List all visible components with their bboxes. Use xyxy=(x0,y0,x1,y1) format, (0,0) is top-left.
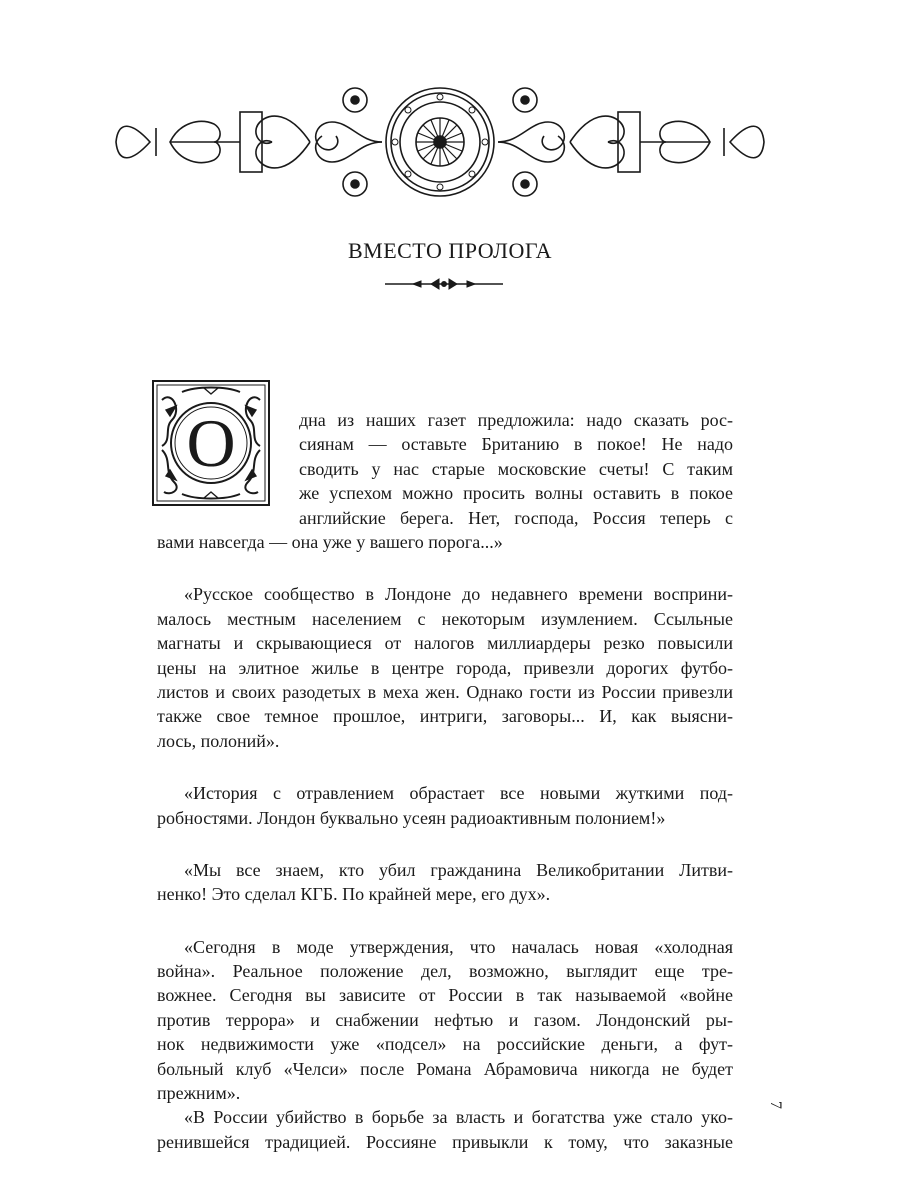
text-line: прежним». xyxy=(157,1083,241,1104)
paragraph-1 xyxy=(157,408,733,554)
text-line: «Мы все знаем, кто убил гражданина Великобритании Литви- xyxy=(184,859,733,880)
text-line: ренившейся традицией. Россияне привыкли к тому, что заказные xyxy=(157,1131,733,1152)
text-line: против террора» и снабжении нефтью и газом. Лондонский ры- xyxy=(157,1009,733,1030)
text-line: «Сегодня в моде утверждения, что началась новая «холодная xyxy=(184,936,733,957)
text-line: «Русское сообщество в Лондоне до недавнего времени восприни- xyxy=(184,584,733,605)
text-line: война». Реальное положение дел, возможно, выглядит еще тре- xyxy=(157,961,733,982)
text-line: малось местным населением с некоторым изумлением. Ссыльные xyxy=(157,608,733,629)
text-line: цены на элитное жилье в центре города, привезли дорогих футбо- xyxy=(157,657,733,678)
paragraph-6 xyxy=(157,1105,733,1154)
text-line: нок недвижимости уже «подсел» на российские деньги, а фут- xyxy=(157,1034,733,1055)
paragraph-4 xyxy=(157,858,733,907)
chapter-title: ВМЕСТО ПРОЛОГА xyxy=(347,238,553,263)
paragraph-2 xyxy=(157,582,733,753)
page-number: 7 xyxy=(767,1101,784,1109)
text-line: вожнее. Сегодня вы зависите от России в так называемой «войне xyxy=(157,985,733,1006)
drop-cap-letter: О xyxy=(186,405,236,481)
text-line: листов и своих разодетых в меха жен. Однако гости из России привезли xyxy=(157,681,733,702)
body-text xyxy=(157,408,733,1154)
text-line: ненко! Это сделал КГБ. По крайней мере, его дух». xyxy=(157,884,551,905)
text-line: также свое темное прошлое, интриги, заговоры... И, как выясни- xyxy=(157,706,733,727)
text-line: робностями. Лондон буквально усеян радиоактивным полонием!» xyxy=(157,807,666,828)
text-line: английские берега. Нет, господа, Россия теперь с xyxy=(299,507,733,528)
text-line: магнаты и скрывающиеся от налогов миллиардеры резко повысили xyxy=(157,633,733,654)
text-line: сводить у нас старые московские счеты! С таким xyxy=(299,458,733,479)
text-line: лось, полоний». xyxy=(157,730,280,751)
text-line: же успехом можно просить волны оставить в покое xyxy=(299,483,733,504)
text-line: сиянам — оставьте Британию в покое! Не надо xyxy=(299,434,733,455)
text-line: вами навсегда — она уже у вашего порога...» xyxy=(157,531,503,552)
text-line: «История с отравлением обрастает все новыми жуткими под- xyxy=(184,783,733,804)
paragraph-3 xyxy=(157,781,733,830)
text-line: дна из наших газет предложила: надо сказать рос- xyxy=(299,410,733,430)
title-divider-ornament xyxy=(383,276,505,292)
text-line: «В России убийство в борьбе за власть и богатства уже стало уко- xyxy=(184,1107,733,1128)
header-ornament xyxy=(110,82,770,202)
text-line: больный клуб «Челси» после Романа Абрамовича никогда не будет xyxy=(157,1058,733,1079)
paragraph-5 xyxy=(157,935,733,1106)
